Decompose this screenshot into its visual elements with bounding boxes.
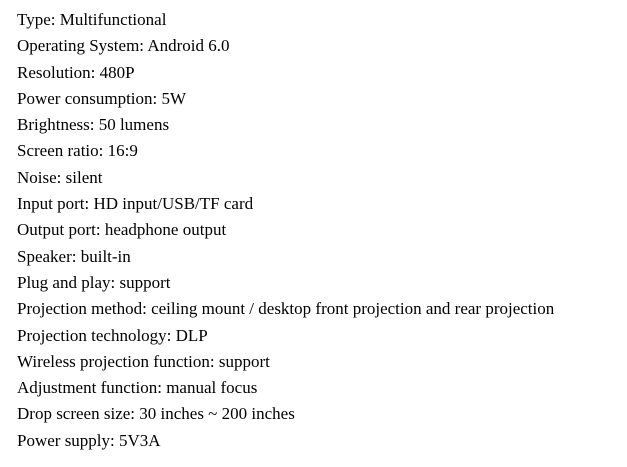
spec-line: Projection method: ceiling mount / desktop front projection and rear projection — [17, 299, 555, 319]
spec-line: Type: Multifunctional — [17, 10, 167, 29]
spec-line: Noise: silent — [17, 167, 103, 187]
spec-line: Resolution: 480P — [17, 62, 135, 82]
spec-line: Drop screen size: 30 inches ~ 200 inches — [17, 404, 295, 424]
spec-line: Operating System: Android 6.0 — [17, 36, 230, 56]
spec-line: Screen ratio: 16:9 — [17, 141, 138, 161]
spec-line: Power consumption: 5W — [17, 88, 187, 108]
spec-line: Wireless projection function: support — [17, 351, 270, 371]
spec-line: Power supply: 5V3A — [17, 430, 161, 450]
spec-line: Output port: headphone output — [17, 220, 227, 240]
spec-line: Input port: HD input/USB/TF card — [17, 194, 254, 214]
spec-line: Brightness: 50 lumens — [17, 115, 170, 135]
spec-line: Plug and play: support — [17, 272, 171, 292]
spec-line: Adjustment function: manual focus — [17, 378, 258, 398]
spec-line: Projection technology: DLP — [17, 325, 208, 345]
spec-line: Speaker: built-in — [17, 246, 131, 266]
